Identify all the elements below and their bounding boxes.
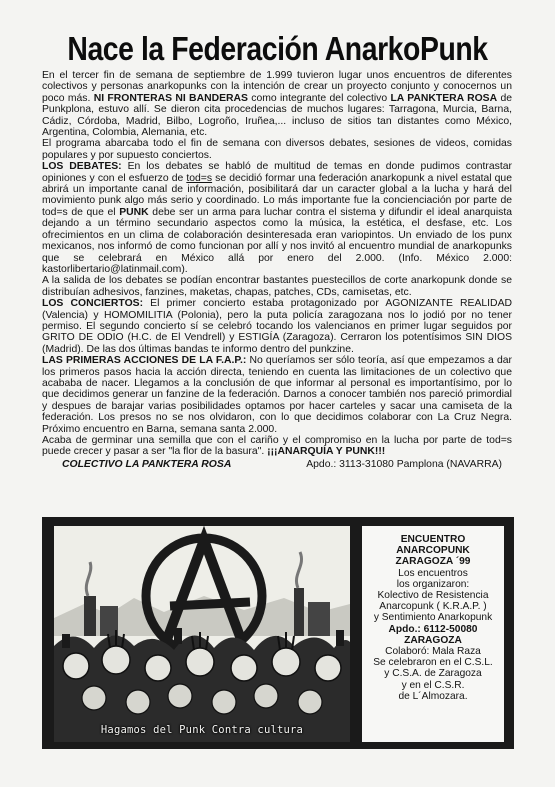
intro-text-3: de Punkplona, estuvo allí. Se dieron cita procedencias de muchos lugares: Tarragona, Murcia, Barna, Cádiz, Córdoba, Madrid, Bilbo, Logroño, Iruñea,... incluso de sitios tan distantes como México, Argentina, Colombia, Alemania, etc. <box>42 92 512 139</box>
stalls-paragraph: A la salida de los debates se podían encontrar bastantes puestecillos de corte anarkopunk donde se distribuían adhesivos, fanzines, maketas, chapas, patches, CDs, camisetas, etc. <box>42 275 512 298</box>
debates-paragraph <box>42 161 512 275</box>
article-title: Nace la Federación AnarkoPunk <box>67 30 488 67</box>
debates-heading: LOS DEBATES: <box>42 161 122 173</box>
actions-heading: LAS PRIMERAS ACCIONES DE LA F.A.P.: <box>42 355 247 367</box>
illustration-caption: Hagamos del Punk Contra cultura <box>100 724 304 736</box>
debates-text: En los debates se habló de multitud de temas en donde pudimos contrastar opiniones y con el esfuerzo de <box>42 161 512 184</box>
closing-paragraph <box>42 435 512 458</box>
flyer-org-1: Los encuentros <box>398 567 468 579</box>
debates-text-2: se decidió formar una federación anarkopunk a nivel estatal que abrirá un importante canal de información, posibilitará dar un caracter global a la lucha y hará del movimiento punk algo más serio y coordinado. Lo más importante fue la concienciación por parte de tod=s de que el <box>42 172 512 218</box>
actions-text: No queríamos ser sólo teoría, así que empezamos a dar los primeros pasos hacia la acción directa, teniendo en cuenta las limitaciones de un colectivo que acababa de nacer. Llegamos a la conclusión de que informar al personal es importantísimo, por lo que decidimos generar un fanzine de la federación. Darnos a conocer también nos pareció primordial y despues de barajar varias posibilidades optamos por hacer carteles y sacar una camiseta de la federación. Los presos no se nos olvidaron, con lo que decidimos colaborar con La Cruz Negra. Próximo encuentro en Barna, semana santa 2.000. <box>42 355 512 435</box>
article-body <box>42 70 512 470</box>
flyer-place-2: y C.S.A. de Zaragoza <box>384 668 482 680</box>
flyer-panel <box>42 517 514 749</box>
program-paragraph: El programa abarcaba todo el fin de semana con diversos debates, sesiones de videos, comidas populares y por supuesto conciertos. <box>42 138 512 161</box>
flyer-place-1: Se celebraron en el C.S.L. <box>373 657 493 669</box>
closing-shout: ¡¡¡ANARQUÍA Y PUNK!!! <box>267 446 386 458</box>
intro-paragraph <box>42 70 512 138</box>
debates-text-3: debe ser un arma para luchar contra el sistema y difundir el ideal anarquista dejando a un término secundario aspectos como la música, la estética, el desfase, etc. Los ofrecimientos en un clima de colaboración desinteresada eran variopintos. Un enviado de los punx mexicanos, nos informó de como funcionan por allí y nos invitó al encuentro mundial de anarkopunks que se celebrará en México allá por enero del 2.000. (Info. México 2.000: kastorlibertario@latinmail.com). <box>42 206 512 275</box>
flyer-illustration <box>54 526 350 742</box>
concerts-text: El primer concierto estaba protagonizado por AGONIZANTE REALIDAD (Valencia) y HOMOMILITIA (Polonia), pero la puta policía zaragozana nos lo jodió por no tener permiso. El segundo concierto sí se celebró tocando los valencianos en primer lugar seguidos por GRITO DE ODIO (H.C. de El Vendrell) y ESTIGÍA (Zaragoza). Cerraron los potentísimos SIN DIOS (Madrid). De las dos últimas bandas te informo dentro del punkzine. <box>42 298 512 355</box>
flyer-info-box <box>362 526 504 742</box>
flyer-org-2: los organizaron: <box>396 578 470 590</box>
flyer-org-3: Kolectivo de Resistencia <box>377 590 489 602</box>
zine-name: NI FRONTERAS NI BANDERAS <box>93 92 248 104</box>
flyer-title-1: ENCUENTRO <box>400 534 466 545</box>
debates-punk: PUNK <box>119 206 149 218</box>
flyer-apdo: Apdo.: 6112-50080 <box>388 623 478 635</box>
flyer-title-2: ANARCOPUNK <box>396 545 470 557</box>
flyer-collab: Colaboró: Mala Raza <box>385 646 481 658</box>
collective-name: LA PANKTERA ROSA <box>390 92 498 104</box>
debates-todes: tod=s <box>186 172 213 184</box>
punk-crowd-drawing <box>54 526 350 742</box>
concerts-heading: LOS CONCIERTOS: <box>42 298 144 310</box>
flyer-org-5: y Sentimiento Anarkopunk <box>373 612 493 624</box>
concerts-paragraph <box>42 298 512 355</box>
closing-text: Acaba de germinar una semilla que con el cariño y el compromiso en la lucha por parte de tod=s puede crecer y pasar a ser "la flor de la basura". <box>42 435 512 458</box>
signature-address: Apdo.: 3113-31080 Pamplona (NAVARRA) <box>306 458 502 470</box>
flyer-city: ZARAGOZA <box>404 634 462 646</box>
flyer-title-3: ZARAGOZA ´99 <box>395 556 471 568</box>
signature-line <box>42 459 512 470</box>
signature-collective: COLECTIVO LA PANKTERA ROSA <box>62 458 232 470</box>
flyer-org-4: Anarcopunk ( K.R.A.P. ) <box>379 601 487 613</box>
flyer-place-4: de L´Almozara. <box>398 690 468 702</box>
intro-text: En el tercer fin de semana de septiembre de 1.999 tuvieron lugar unos encuentros de diferentes colectivos y personas anarkopunks con la intención de crear un proyecto conjunto y conocernos un poco más. <box>42 70 512 104</box>
flyer-place-3: y en el C.S.R. <box>401 679 465 691</box>
intro-text-2: como integrante del colectivo <box>247 92 391 104</box>
actions-paragraph <box>42 355 512 435</box>
